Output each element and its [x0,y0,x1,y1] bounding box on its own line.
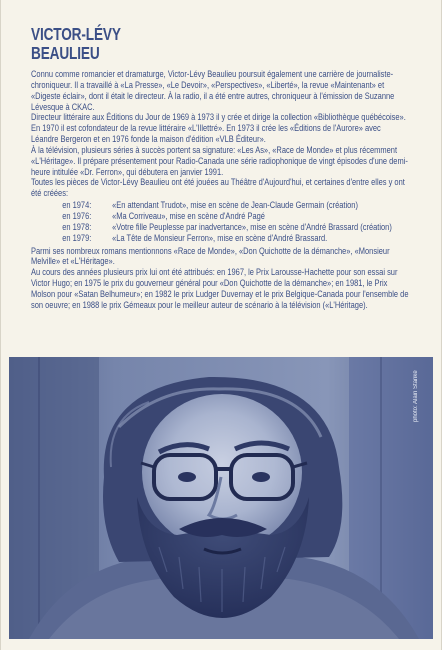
play-title: «Votre fille Peuplesse par inadvertance», mise en scène d'André Brassard (création) [112,221,392,233]
author-portrait-photo [9,357,433,639]
plays-list [31,201,410,244]
title-line-2: BEAULIEU [31,43,100,63]
bio-paragraph-publishing: Directeur littéraire aux Éditions du Jour de 1969 à 1973 il y crée et dirige la collection «Bibliothèque québécoise». En 1970 il est cofondateur de la revue littéraire «L'Illettré». En 1973 il crée les «Éditions de l'Aurore» avec Léandre Bergeron et en 1976 fonde la maison d'édition «VLB Éditeur». [31,112,406,146]
title-line-1: VICTOR-LÉVY [31,24,121,44]
photo-credit: photo: Alain Stanké [413,370,419,422]
bio-paragraph-novels: Parmi ses nombreux romans mentionnons «Race de Monde», «Don Quichotte de la démanche», «Monsieur Melville» et «L'Héritage». [31,245,390,268]
bio-paragraph-theatre: Toutes les pièces de Victor-Lévy Beaulieu ont été jouées au Théâtre d'Aujourd'hui, et certaines d'entre elles y ont été créées: [31,177,405,200]
play-item [31,234,410,245]
bio-paragraph-awards: Au cours des années plusieurs prix lui ont été attribués: en 1967, le Prix Larousse-Hachette pour son essai sur Victor Hugo; en 1975 le prix du gouverneur général pour «Don Quichotte de la démanche»; en 1981, le Prix Molson pour «Satan Belhumeur»; en 1982 le prix Ludger Duvernay et le prix Belgique-Canada pour l'ensemble de son oeuvre; en 1988 le prix Gémeaux pour le meilleur auteur de scénario à la télévision («L'Héritage). [31,267,409,311]
play-title: «En attendant Trudot», mise en scène de Jean-Claude Germain (création) [112,200,358,212]
page-title [31,25,121,63]
play-title: «Ma Corriveau», mise en scène d'André Pagé [112,210,265,222]
bio-paragraph-journalism: Connu comme romancier et dramaturge, Victor-Lévy Beaulieu poursuit également une carrière de journaliste-chroniqueur. Il a travaillé à «La Presse», «Le Devoir», «Perspectives», «Liberté», la revue «Maintenant» et «Digeste éclair», dont il était le directeur. À la radio, il a été entre autres, chroniqueur à l'émission de Suzanne Lévesque à CKAC. [31,69,395,113]
play-year: en 1974: [62,200,92,212]
bio-paragraph-television: À la télévision, plusieurs séries à succès portent sa signature: «Les As», «Race de Monde» et plus récemment «L'Héritage». Il prépare présentement pour Radio-Canada une série radiophonique de vingt épisodes d'une demi-heure intitulée «Dr. Ferron», qui débutera en janvier 1991. [31,144,408,178]
play-year: en 1978: [62,221,92,233]
play-year: en 1979: [62,232,92,244]
portrait-illustration [9,357,433,639]
biography-text [31,70,410,312]
play-title: «La Tête de Monsieur Ferron», mise en scène d'André Brassard. [112,232,328,244]
play-year: en 1976: [62,210,92,222]
